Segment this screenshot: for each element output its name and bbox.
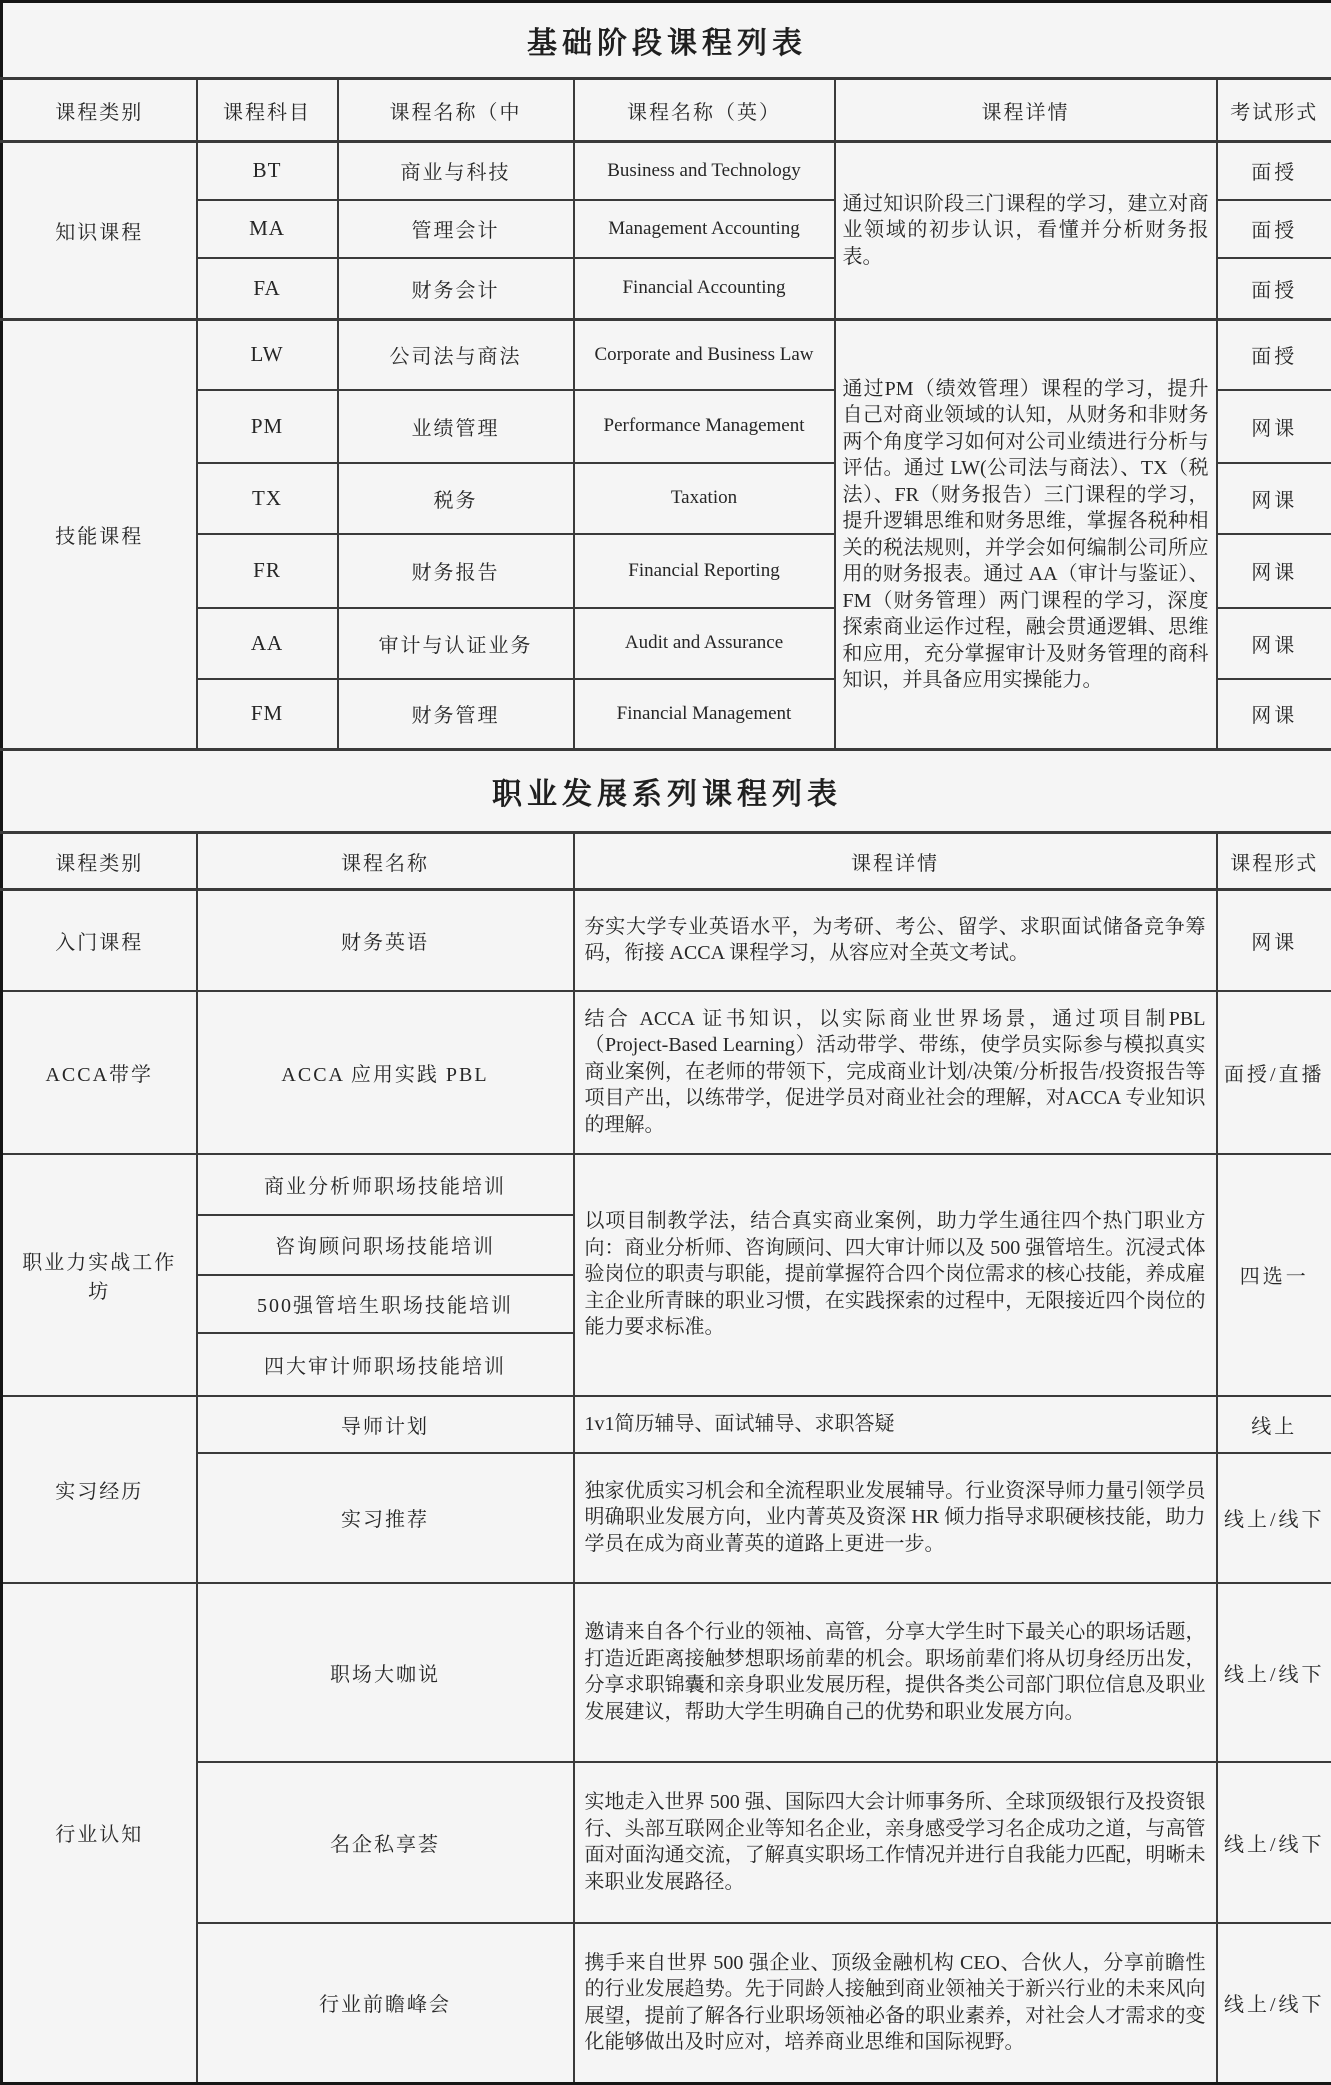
program-name-cell: 商业分析师职场技能培训 [197,1154,574,1215]
course-name-cn-cell: 管理会计 [338,200,574,258]
t2-header-form: 课程形式 [1217,833,1331,890]
course-detail-cell: 通过PM（绩效管理）课程的学习，提升自己对商业领域的认知，从财务和非财务两个角度学习如何对公司业绩进行分析与评估。通过 LW(公司法与商法）、TX（税法）、FR（财务报告）三门课程的学习，提升逻辑思维和财务思维，掌握各税种相关的税法规则，并学会如何编制公司所应用的财务报表。通过 AA（审计与鉴证）、FM（财务管理）两门课程的学习，深度探索商业运作过程，融会贯通逻辑、思维和应用，充分掌握审计及财务管理的商科知识，并具备应用实操能力。 [835,320,1217,750]
exam-form-cell: 面授 [1217,142,1331,200]
program-detail-cell: 夯实大学专业英语水平，为考研、考公、留学、求职面试储备竞争筹码，衔接 ACCA 课程学习，从容应对全英文考试。 [574,890,1217,991]
program-name-cell: 四大审计师职场技能培训 [197,1333,574,1396]
exam-form-cell: 网课 [1217,390,1331,463]
course-code-cell: FA [197,258,338,320]
course-code-cell: FM [197,679,338,750]
t1-header-detail: 课程详情 [835,79,1217,142]
table-row [2,1762,1331,1923]
category-cell: 行业认知 [2,1583,197,2084]
category-cell: ACCA带学 [2,991,197,1154]
program-form-cell: 线上/线下 [1217,1583,1331,1762]
table-row [2,890,1331,991]
exam-form-cell: 网课 [1217,463,1331,534]
table-row [2,1154,1331,1215]
category-cell: 知识课程 [2,142,197,320]
table-row [2,320,1331,390]
t1-header-name-en: 课程名称（英） [574,79,835,142]
course-name-en-cell: Financial Accounting [574,258,835,320]
course-name-cn-cell: 财务会计 [338,258,574,320]
course-code-cell: TX [197,463,338,534]
program-form-cell: 网课 [1217,890,1331,991]
t2-header-name: 课程名称 [197,833,574,890]
program-detail-cell: 结合 ACCA 证书知识，以实际商业世界场景，通过项目制PBL（Project-Based Learning）活动带学、带练，使学员实际参与模拟真实商业案例，在老师的带领下，完成商业计划/决策/分析报告/投资报告等项目产出，以练带学，促进学员对商业社会的理解，对ACCA 专业知识的理解。 [574,991,1217,1154]
course-name-cn-cell: 财务管理 [338,679,574,750]
course-code-cell: MA [197,200,338,258]
course-name-en-cell: Financial Reporting [574,534,835,608]
course-name-en-cell: Audit and Assurance [574,608,835,679]
program-form-cell: 四选一 [1217,1154,1331,1396]
t2-header-category: 课程类别 [2,833,197,890]
course-name-cn-cell: 审计与认证业务 [338,608,574,679]
program-form-cell: 线上/线下 [1217,1923,1331,2084]
t1-header-exam-form: 考试形式 [1217,79,1331,142]
program-form-cell: 面授/直播 [1217,991,1331,1154]
course-name-en-cell: Management Accounting [574,200,835,258]
program-name-cell: 导师计划 [197,1396,574,1453]
category-cell: 技能课程 [2,320,197,750]
course-detail-cell: 通过知识阶段三门课程的学习，建立对商业领域的初步认识，看懂并分析财务报表。 [835,142,1217,320]
exam-form-cell: 面授 [1217,320,1331,390]
course-code-cell: PM [197,390,338,463]
category-cell: 入门课程 [2,890,197,991]
program-detail-cell: 1v1简历辅导、面试辅导、求职答疑 [574,1396,1217,1453]
exam-form-cell: 面授 [1217,258,1331,320]
table-row [2,991,1331,1154]
t2-header-detail: 课程详情 [574,833,1217,890]
program-detail-cell: 以项目制教学法，结合真实商业案例，助力学生通往四个热门职业方向：商业分析师、咨询顾问、四大审计师以及 500 强管培生。沉浸式体验岗位的职责与职能，提前掌握符合四个岗位需求的核心技能，养成雇主企业所青睐的职业习惯，在实践探索的过程中，无限接近四个岗位的能力要求标准。 [574,1154,1217,1396]
exam-form-cell: 网课 [1217,608,1331,679]
exam-form-cell: 网课 [1217,534,1331,608]
course-name-en-cell: Performance Management [574,390,835,463]
program-name-cell: 财务英语 [197,890,574,991]
course-code-cell: FR [197,534,338,608]
program-form-cell: 线上/线下 [1217,1453,1331,1583]
program-detail-cell: 独家优质实习机会和全流程职业发展辅导。行业资深导师力量引领学员明确职业发展方向，业内菁英及资深 HR 倾力指导求职硬核技能，助力学员在成为商业菁英的道路上更进一步。 [574,1453,1217,1583]
exam-form-cell: 面授 [1217,200,1331,258]
course-code-cell: AA [197,608,338,679]
category-cell: 实习经历 [2,1396,197,1583]
program-form-cell: 线上/线下 [1217,1762,1331,1923]
table-row [2,1583,1331,1762]
course-name-cn-cell: 公司法与商法 [338,320,574,390]
exam-form-cell: 网课 [1217,679,1331,750]
program-name-cell: 实习推荐 [197,1453,574,1583]
course-code-cell: LW [197,320,338,390]
t1-header-category: 课程类别 [2,79,197,142]
course-code-cell: BT [197,142,338,200]
course-name-en-cell: Business and Technology [574,142,835,200]
table-row [2,1923,1331,2084]
course-name-en-cell: Corporate and Business Law [574,320,835,390]
program-detail-cell: 邀请来自各个行业的领袖、高管，分享大学生时下最关心的职场话题，打造近距离接触梦想职场前辈的机会。职场前辈们将从切身经历出发，分享求职锦囊和亲身职业发展历程，提供各类公司部门职位信息及职业发展建议，帮助大学生明确自己的优势和职业发展方向。 [574,1583,1217,1762]
table-row [2,142,1331,200]
course-name-en-cell: Financial Management [574,679,835,750]
program-detail-cell: 携手来自世界 500 强企业、顶级金融机构 CEO、合伙人，分享前瞻性的行业发展趋势。先于同龄人接触到商业领袖关于新兴行业的未来风向展望，提前了解各行业职场领袖必备的职业素养，对社会人才需求的变化能够做出及时应对，培养商业思维和国际视野。 [574,1923,1217,2084]
program-name-cell: 名企私享荟 [197,1762,574,1923]
t1-header-name-cn: 课程名称（中 [338,79,574,142]
course-name-cn-cell: 商业与科技 [338,142,574,200]
course-name-cn-cell: 税务 [338,463,574,534]
table1-title: 基础阶段课程列表 [2,2,1331,79]
table-row [2,1453,1331,1583]
table-row [2,1396,1331,1453]
program-name-cell: 500强管培生职场技能培训 [197,1275,574,1333]
program-form-cell: 线上 [1217,1396,1331,1453]
course-name-cn-cell: 财务报告 [338,534,574,608]
course-name-cn-cell: 业绩管理 [338,390,574,463]
program-detail-cell: 实地走入世界 500 强、国际四大会计师事务所、全球顶级银行及投资银行、头部互联网企业等知名企业，亲身感受学习名企成功之道，与高管面对面沟通交流，了解真实职场工作情况并进行自我能力匹配，明晰未来职业发展路径。 [574,1762,1217,1923]
category-cell: 职业力实战工作坊 [2,1154,197,1396]
course-name-en-cell: Taxation [574,463,835,534]
table2-title: 职业发展系列课程列表 [2,750,1331,833]
program-name-cell: 职场大咖说 [197,1583,574,1762]
program-name-cell: ACCA 应用实践 PBL [197,991,574,1154]
t1-header-subject: 课程科目 [197,79,338,142]
program-name-cell: 行业前瞻峰会 [197,1923,574,2084]
program-name-cell: 咨询顾问职场技能培训 [197,1215,574,1275]
